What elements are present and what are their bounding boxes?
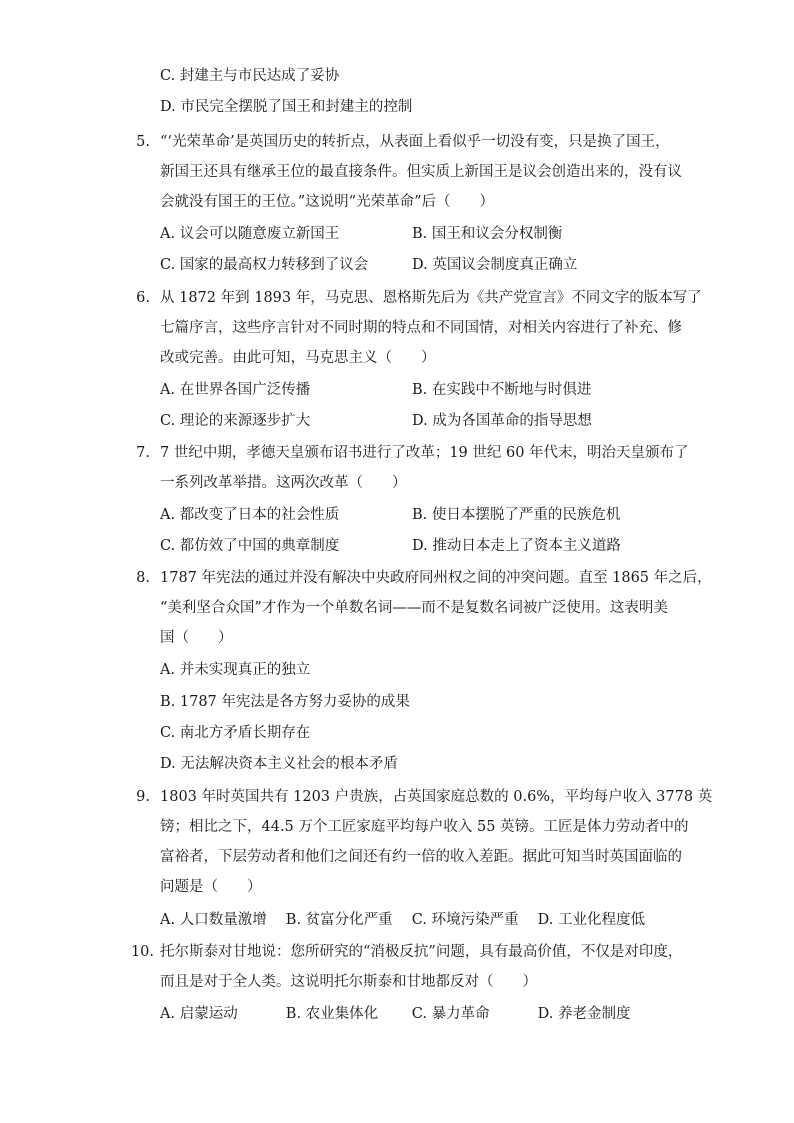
q6-number: 6. <box>136 290 150 306</box>
q8-stem-line-1: 1787 年宪法的通过并没有解决中央政府同州权之间的冲突问题。直至 1865 年之后， <box>160 570 712 586</box>
q9-stem-line-4: 问题是（ ） <box>160 879 262 895</box>
q10-options: A. 启蒙运动 B. 农业集体化 C. 暴力革命 D. 养老金制度 <box>160 1006 631 1022</box>
q9-stem-line-2: 镑；相比之下，44.5 万个工匠家庭平均每户收入 55 英镑。工匠是体力劳动者中的 <box>160 819 689 835</box>
q4-option-c: C. 封建主与市民达成了妥协 <box>160 68 340 84</box>
q8-option-d: D. 无法解决资本主义社会的根本矛盾 <box>160 756 398 772</box>
q7-stem-line-1: 7 世纪中期，孝德天皇颁布诏书进行了改革；19 世纪 60 年代末，明治天皇颁布了 <box>160 445 689 461</box>
q8-option-c: C. 南北方矛盾长期存在 <box>160 725 311 741</box>
q7-number: 7. <box>136 445 150 461</box>
q5-stem-line-1: “‘光荣革命’是英国历史的转折点，从表面上看似乎一切没有变，只是换了国王， <box>160 134 670 150</box>
q9-number: 9. <box>136 789 150 805</box>
q9-stem-line-1: 1803 年时英国共有 1203 户贵族，占英国家庭总数的 0.6%，平均每户收入 3778 英 <box>160 789 713 805</box>
q6-option-b: B. 在实践中不断地与时俱进 <box>412 382 592 398</box>
q8-stem-line-3: 国（ ） <box>160 630 233 646</box>
q8-stem-line-2: “美利坚合众国”才作为一个单数名词——而不是复数名词被广泛使用。这表明美 <box>160 600 668 616</box>
q5-stem-line-2: 新国王还具有继承王位的最直接条件。但实质上新国王是议会创造出来的，没有议 <box>160 164 682 180</box>
q10-stem-line-1: 托尔斯泰对甘地说：您所研究的“消极反抗”问题，具有最高价值，不仅是对印度， <box>160 944 683 960</box>
q6-stem-line-1: 从 1872 年到 1893 年，马克思、恩格斯先后为《共产党宣言》不同文字的版本写了 <box>160 290 702 306</box>
q8-number: 8. <box>136 570 150 586</box>
q5-stem-line-3: 会就没有国王的王位。”这说明“光荣革命”后（ ） <box>160 194 494 210</box>
q6-stem-line-2: 七篇序言，这些序言针对不同时期的特点和不同国情，对相关内容进行了补充、修 <box>160 320 682 336</box>
q5-number: 5. <box>136 134 150 150</box>
q7-option-d: D. 推动日本走上了资本主义道路 <box>412 538 621 554</box>
q6-option-a: A. 在世界各国广泛传播 <box>160 382 311 398</box>
q7-option-b: B. 使日本摆脱了严重的民族危机 <box>412 507 621 523</box>
q8-option-a: A. 并未实现真正的独立 <box>160 662 311 678</box>
q7-option-c: C. 都仿效了中国的典章制度 <box>160 538 340 554</box>
q9-options: A. 人口数量激增 B. 贫富分化严重 C. 环境污染严重 D. 工业化程度低 <box>160 912 646 928</box>
q10-number: 10. <box>130 944 154 960</box>
q5-option-c: C. 国家的最高权力转移到了议会 <box>160 257 369 273</box>
q4-option-d: D. 市民完全摆脱了国王和封建主的控制 <box>160 99 413 115</box>
q8-option-b: B. 1787 年宪法是各方努力妥协的成果 <box>160 694 410 710</box>
q5-option-a: A. 议会可以随意废立新国王 <box>160 226 340 242</box>
q5-option-b: B. 国王和议会分权制衡 <box>412 226 563 242</box>
q6-stem-line-3: 改或完善。由此可知，马克思主义（ ） <box>160 350 436 366</box>
q7-option-a: A. 都改变了日本的社会性质 <box>160 507 340 523</box>
q7-stem-line-2: 一系列改革举措。这两次改革（ ） <box>160 475 407 491</box>
q10-stem-line-2: 而且是对于全人类。这说明托尔斯泰和甘地都反对（ ） <box>160 974 537 990</box>
q6-option-d: D. 成为各国革命的指导思想 <box>412 413 592 429</box>
q6-option-c: C. 理论的来源逐步扩大 <box>160 413 311 429</box>
q9-stem-line-3: 富裕者，下层劳动者和他们之间还有约一倍的收入差距。据此可知当时英国面临的 <box>160 849 682 865</box>
q5-option-d: D. 英国议会制度真正确立 <box>412 257 578 273</box>
